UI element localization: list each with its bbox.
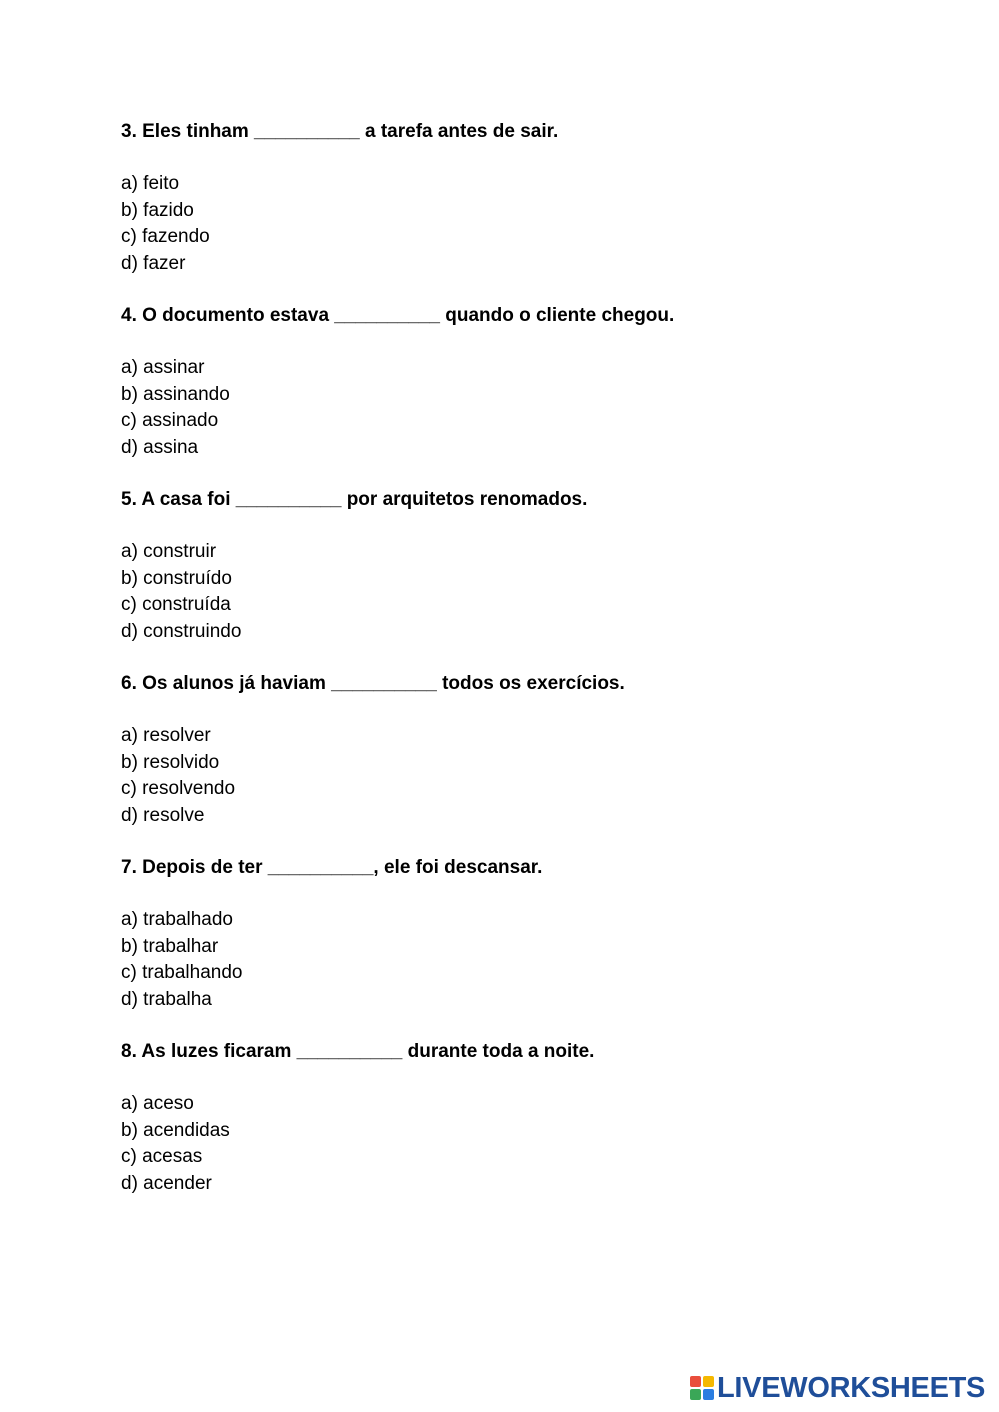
option-b[interactable]: b) acendidas <box>121 1119 230 1141</box>
worksheet <box>121 119 921 1223</box>
option-a[interactable]: a) feito <box>121 173 180 194</box>
option-b[interactable]: b) resolvido <box>121 751 220 773</box>
option-b[interactable]: b) fazido <box>121 199 194 221</box>
option-d[interactable]: d) construindo <box>121 620 242 642</box>
option-c[interactable]: c) trabalhando <box>121 962 243 983</box>
option-b[interactable]: b) construído <box>121 567 232 589</box>
question-5 <box>121 487 921 645</box>
question-prompt: 7. Depois de ter __________, ele foi descansar. <box>121 857 543 878</box>
option-b[interactable]: b) assinando <box>121 383 230 405</box>
option-a[interactable]: a) resolver <box>121 725 211 746</box>
option-a[interactable]: a) assinar <box>121 357 205 378</box>
logo-mark-square <box>703 1376 714 1387</box>
logo-mark-square <box>703 1389 714 1400</box>
option-c[interactable]: c) fazendo <box>121 226 210 247</box>
option-c[interactable]: c) construída <box>121 594 231 615</box>
option-d[interactable]: d) trabalha <box>121 988 212 1010</box>
logo-text: LIVEWORKSHEETS <box>717 1372 986 1404</box>
question-prompt: 5. A casa foi __________ por arquitetos renomados. <box>121 489 588 510</box>
option-list <box>121 723 921 829</box>
option-a[interactable]: a) construir <box>121 541 217 562</box>
option-c[interactable]: c) acesas <box>121 1146 203 1167</box>
logo-mark-square <box>690 1389 701 1400</box>
liveworksheets-logo <box>690 1374 985 1402</box>
option-c[interactable]: c) resolvendo <box>121 778 236 799</box>
option-d[interactable]: d) resolve <box>121 804 205 826</box>
logo-mark-icon <box>690 1376 714 1400</box>
logo-mark-square <box>690 1376 701 1387</box>
question-4 <box>121 303 921 461</box>
option-c[interactable]: c) assinado <box>121 410 219 431</box>
question-6 <box>121 671 921 829</box>
question-prompt: 8. As luzes ficaram __________ durante toda a noite. <box>121 1041 595 1062</box>
option-a[interactable]: a) aceso <box>121 1093 194 1114</box>
option-a[interactable]: a) trabalhado <box>121 909 233 930</box>
question-prompt: 3. Eles tinham __________ a tarefa antes de sair. <box>121 121 559 142</box>
option-d[interactable]: d) fazer <box>121 252 186 274</box>
option-list <box>121 1091 921 1197</box>
question-8 <box>121 1039 921 1197</box>
option-b[interactable]: b) trabalhar <box>121 935 219 957</box>
question-7 <box>121 855 921 1013</box>
option-list <box>121 907 921 1013</box>
question-prompt: 4. O documento estava __________ quando o cliente chegou. <box>121 305 675 326</box>
option-list <box>121 539 921 645</box>
option-d[interactable]: d) acender <box>121 1172 212 1194</box>
question-prompt: 6. Os alunos já haviam __________ todos os exercícios. <box>121 673 625 694</box>
option-list <box>121 355 921 461</box>
option-list <box>121 171 921 277</box>
option-d[interactable]: d) assina <box>121 436 199 458</box>
question-3 <box>121 119 921 277</box>
